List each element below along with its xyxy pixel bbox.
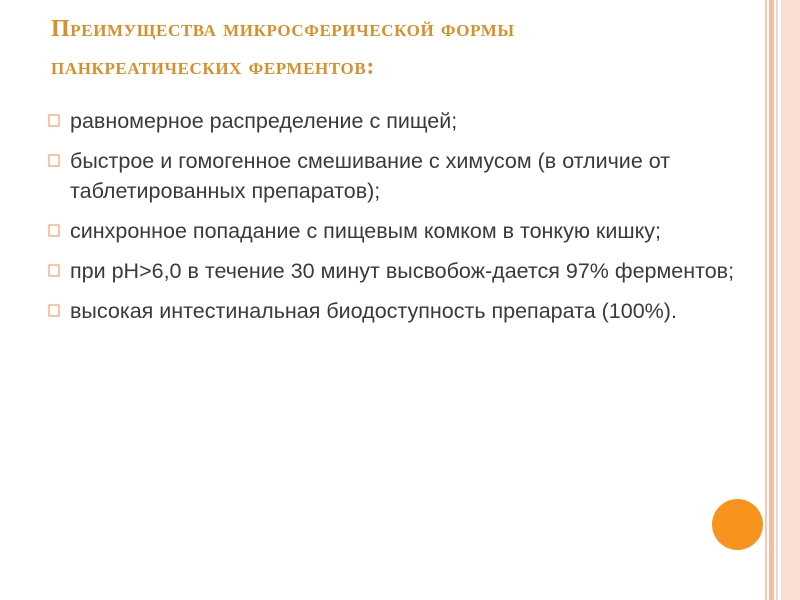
decorative-stripe <box>769 0 774 600</box>
bullet-item <box>48 146 748 206</box>
bullet-item <box>48 106 748 136</box>
orange-circle-decoration <box>712 499 763 550</box>
decorative-stripe <box>776 0 778 600</box>
square-bullet-icon <box>48 304 60 317</box>
bullet-item <box>48 216 748 246</box>
bullet-text: высокая интестинальная биодоступность препарата (100%). <box>70 299 677 323</box>
slide-title-line-1: Преимущества микросферической формы <box>51 16 515 42</box>
square-bullet-icon <box>48 154 60 167</box>
square-bullet-icon <box>48 114 60 127</box>
bullet-text: синхронное попадание с пищевым комком в тонкую кишку; <box>70 219 661 243</box>
bullet-text: при рН>6,0 в течение 30 минут высвобож-дается 97% ферментов; <box>70 259 735 283</box>
square-bullet-icon <box>48 264 60 277</box>
bullet-text: равномерное распределение с пищей; <box>70 109 458 133</box>
decorative-stripe <box>765 0 767 600</box>
slide-title-line-2: панкреатических ферментов: <box>51 54 375 80</box>
bullet-item <box>48 256 748 286</box>
decorative-stripe <box>781 0 800 600</box>
bullet-list <box>48 106 748 336</box>
bullet-item <box>48 296 748 326</box>
bullet-text: быстрое и гомогенное смешивание с химусом (в отличие от таблетированных препаратов); <box>70 149 671 203</box>
square-bullet-icon <box>48 224 60 237</box>
slide-title <box>51 10 751 86</box>
